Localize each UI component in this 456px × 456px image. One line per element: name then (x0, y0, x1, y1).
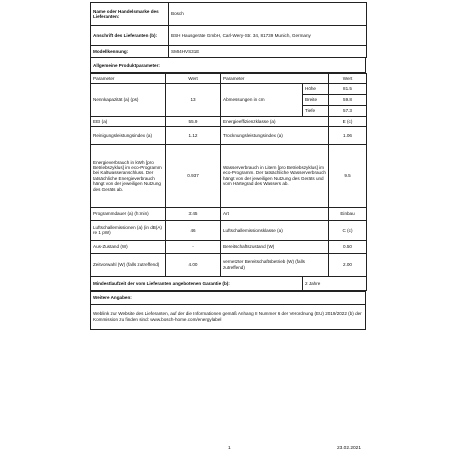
standby-value: 0.50 (329, 240, 367, 253)
noise-value: 46 (166, 220, 221, 240)
type-value: Einbau (329, 207, 367, 220)
table-row (91, 116, 367, 126)
model-label: Modellkennung: (91, 46, 169, 58)
noise-class-label: Luftschallemissionsklasse (a) (221, 220, 329, 240)
table-row (91, 220, 367, 240)
value-head: Wert (166, 73, 221, 83)
param-head: Parameter (91, 73, 166, 83)
address-label: Anschrift des Lieferanten (b): (91, 26, 169, 46)
eei-value: 55.9 (166, 116, 221, 126)
general-title-table (90, 57, 366, 73)
delay-label: Zeitvorwahl (W) (falls zutreffend) (91, 253, 166, 276)
manufacturer-value: Bosch (169, 3, 367, 26)
model-value: SMI4HVS31E (169, 46, 367, 58)
address-value: BSH Hausgeräte GmbH, Carl-Wery-Str. 34, 81739 Munich, Germany (169, 26, 367, 46)
guarantee-label: Mindestlaufzeit der vom Lieferanten angebotenen Garantie (b): (91, 277, 303, 291)
page-number: 1 (228, 446, 231, 451)
table-row (91, 144, 367, 207)
model-row (91, 46, 367, 58)
parameters-table (90, 73, 367, 277)
noise-class-value: C (c) (329, 220, 367, 240)
product-information-sheet (90, 2, 366, 330)
width-label: Breite (303, 94, 329, 105)
capacity-value: 13 (166, 83, 221, 116)
table-row (91, 207, 367, 220)
duration-value: 3:45 (166, 207, 221, 220)
address-row (91, 26, 367, 46)
footer-date: 23.02.2021 (337, 446, 362, 451)
off-label: Aus-Zustand (W) (91, 240, 166, 253)
height-label: Höhe (303, 83, 329, 94)
header-table (90, 2, 367, 58)
guarantee-row (91, 277, 367, 291)
delay-value: 4.00 (166, 253, 221, 276)
dimensions-label: Abmessungen in cm (221, 83, 303, 116)
standby-label: Bereitschaftszustand (W) (221, 240, 329, 253)
off-value: - (166, 240, 221, 253)
further-table (90, 291, 366, 330)
table-row (91, 83, 367, 94)
manufacturer-label: Name oder Handelsmarke des Lieferanten: (91, 3, 169, 26)
duration-label: Programmdauer (a) (h:min) (91, 207, 166, 220)
capacity-label: Nennkapazität (a) (ps) (91, 83, 166, 116)
further-title: Weitere Angaben: (91, 291, 366, 304)
further-text: Weblink zur Website des Lieferanten, auf der die Informationen gemäß Anhang II Nummer 6 der Verordnung (EU) 2019/2022 (b) der Kommission zu finden sind: www.bosch-home.com/energylabel (91, 304, 366, 329)
type-label: Art (221, 207, 329, 220)
energy-label: Energieverbrauch in kWh [pro Betriebszyklus] im eco-Programm bei Kaltwasseranschluss. Der tatsächliche Energieverbrauch hängt von der jeweiligen Nutzung des Geräts ab. (91, 144, 166, 207)
param-head-2: Parameter (221, 73, 329, 83)
energy-value: 0.937 (166, 144, 221, 207)
drying-label: Trocknungsleistungsindex (a) (221, 126, 329, 144)
drying-value: 1.06 (329, 126, 367, 144)
eei-label: EEI (a) (91, 116, 166, 126)
networked-label: vernetzter Bereitschaftsbetrieb (W) (falls zutreffend) (221, 253, 329, 276)
eec-value: E (c) (329, 116, 367, 126)
value-head-2: Wert (329, 73, 367, 83)
width-value: 59.8 (329, 94, 367, 105)
general-title: Allgemeine Produktparameter: (91, 58, 366, 73)
height-value: 81.5 (329, 83, 367, 94)
parameters-head-row (91, 73, 367, 83)
eec-label: Energieeffizienzklasse (a) (221, 116, 329, 126)
table-row (91, 126, 367, 144)
noise-label: Luftschallemissionen (a) (in dB(A) re 1 pW) (91, 220, 166, 240)
depth-value: 57.3 (329, 105, 367, 116)
cleaning-label: Reinigungsleistungsindex (a) (91, 126, 166, 144)
guarantee-table (90, 276, 367, 291)
water-label: Wasserverbrauch in Litern [pro Betriebszyklus] im eco-Programm. Der tatsächliche Wasserverbrauch hängt von der jeweiligen Nutzung des Geräts und vom Härtegrad des Wassers ab. (221, 144, 329, 207)
networked-value: 2.00 (329, 253, 367, 276)
depth-label: Tiefe (303, 105, 329, 116)
water-value: 9.5 (329, 144, 367, 207)
table-row (91, 240, 367, 253)
table-row (91, 253, 367, 276)
guarantee-value: 2 Jahre (303, 277, 367, 291)
manufacturer-row (91, 3, 367, 26)
cleaning-value: 1.12 (166, 126, 221, 144)
